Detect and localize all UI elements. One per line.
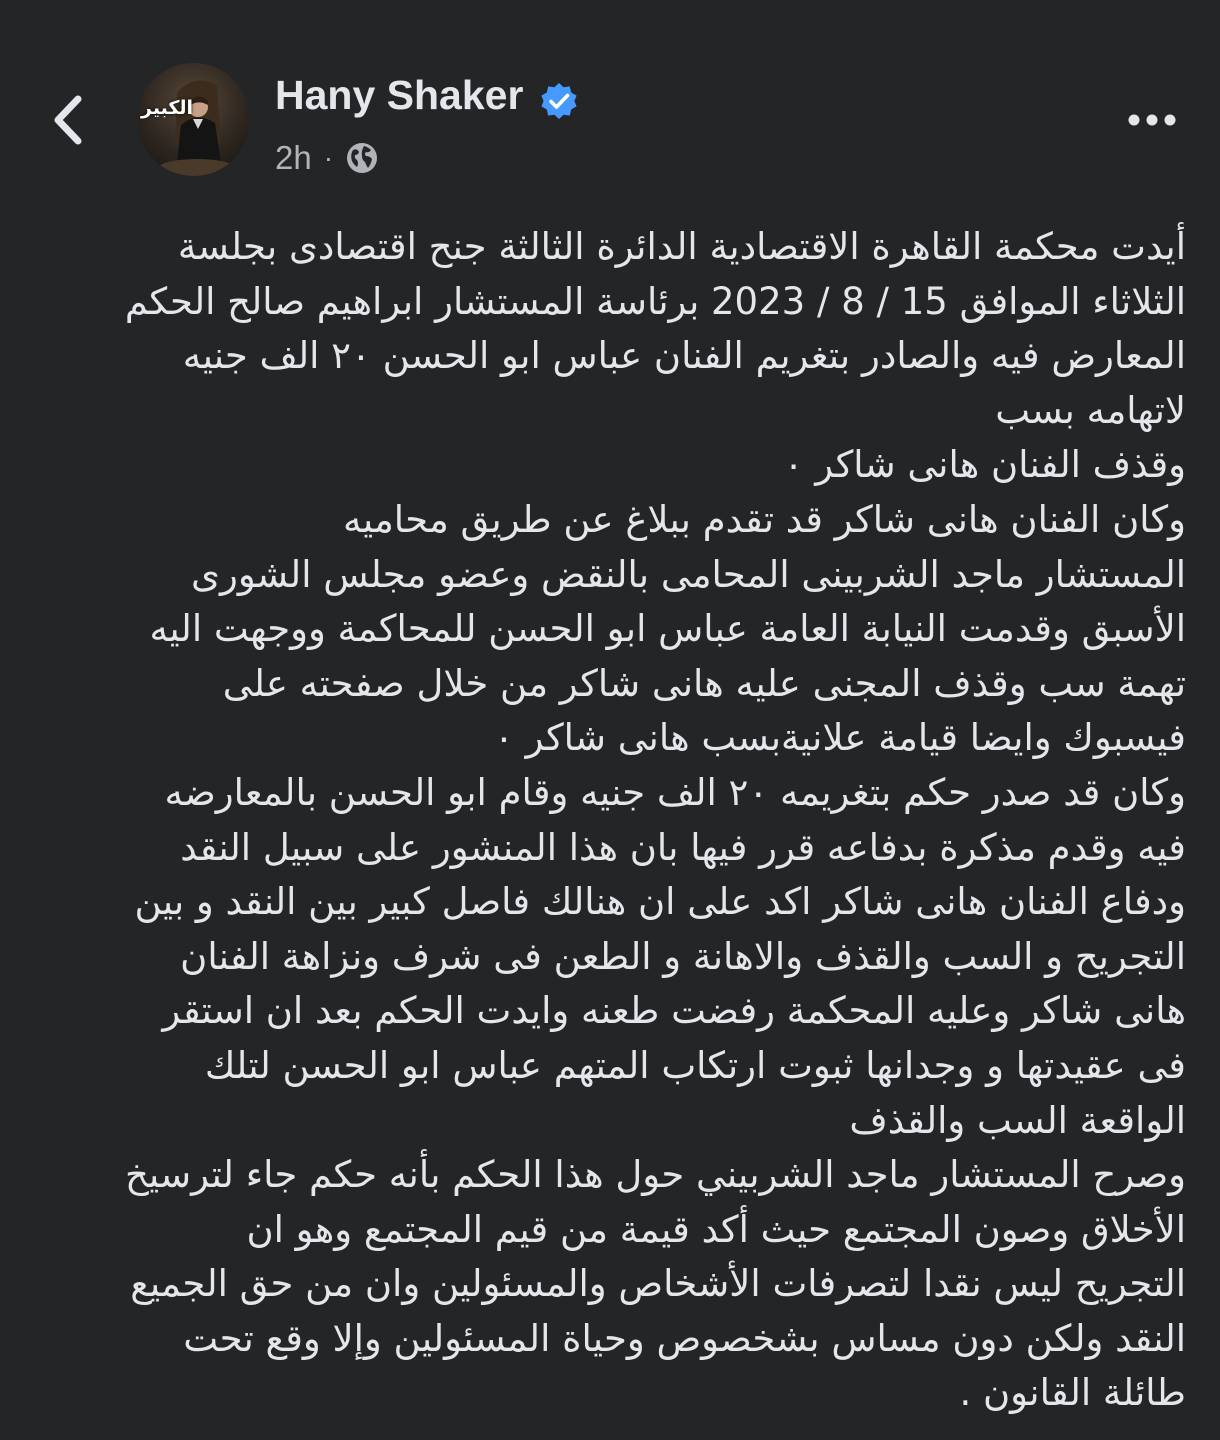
post-line: ودفاع الفنان هانى شاكر اكد على ان هنالك فاصل كبير بين النقد و بين xyxy=(134,880,1186,924)
post-line: التجريح و السب والقذف والاهانة و الطعن فى شرف ونزاهة الفنان xyxy=(180,934,1186,978)
post-line: النقد ولكن دون مساس بشخصوص وحياة المسئولين وإلا وقع تحت xyxy=(183,1316,1186,1360)
post-line: وكان الفنان هانى شاكر قد تقدم ببلاغ عن طريق محاميه xyxy=(342,497,1186,541)
back-button[interactable] xyxy=(40,90,96,150)
post-line: تهمة سب وقذف المجنى عليه هانى شاكر من خلال صفحته على xyxy=(222,661,1186,705)
post-line: الواقعة السب والقذف xyxy=(849,1098,1186,1142)
post-line: وقذف الفنان هانى شاكر ٠ xyxy=(783,443,1186,487)
post-line: الثلاثاء الموافق 15 / 8 / 2023 برئاسة المستشار ابراهيم صالح الحكم xyxy=(124,279,1186,323)
post-line: فيه وقدم مذكرة بدفاعه قرر فيها بان هذا المنشور على سبيل النقد xyxy=(180,825,1186,869)
meta-separator: · xyxy=(323,142,334,173)
post-line: لاتهامه بسب xyxy=(995,388,1186,432)
post-line: أيدت محكمة القاهرة الاقتصادية الدائرة الثالثة جنح اقتصادى بجلسة xyxy=(177,225,1186,268)
avatar-text: الكبير xyxy=(141,97,194,119)
chevron-left-icon xyxy=(51,94,85,146)
more-dots-icon xyxy=(1127,113,1177,127)
post-body xyxy=(36,220,1186,1421)
post-line: فيسبوك وايضا قيامة علانيةبسب هانى شاكر ٠ xyxy=(494,716,1186,760)
post-line: التجريح ليس نقدا لتصرفات الأشخاص والمسئولين وان من حق الجميع xyxy=(130,1262,1186,1306)
timestamp[interactable]: 2h xyxy=(275,139,312,176)
globe-icon[interactable] xyxy=(345,141,379,175)
avatar[interactable] xyxy=(137,63,250,176)
post-line: المعارض فيه والصادر بتغريم الفنان عباس ابو الحسن ٢٠ الف جنيه xyxy=(182,334,1186,378)
post-line: هانى شاكر وعليه المحكمة رفضت طعنه وايدت الحكم بعد ان استقر xyxy=(162,989,1186,1033)
post-line: وكان قد صدر حكم بتغريمه ٢٠ الف جنيه وقام ابو الحسن بالمعارضه xyxy=(164,770,1186,814)
post-line: طائلة القانون . xyxy=(959,1371,1186,1415)
avatar-image xyxy=(137,63,250,176)
author-name[interactable]: Hany Shaker xyxy=(275,72,524,118)
post-line: الأخلاق وصون المجتمع حيث أكد قيمة من قيم المجتمع وهو ان xyxy=(246,1207,1186,1251)
post-line: المستشار ماجد الشربينى المحامى بالنقض وعضو مجلس الشورى xyxy=(190,552,1186,596)
post-line: وصرح المستشار ماجد الشربيني حول هذا الحكم بأنه حكم جاء لترسيخ xyxy=(125,1153,1186,1197)
post-line: فى عقيدتها و وجدانها ثبوت ارتكاب المتهم عباس ابو الحسن لتلك xyxy=(204,1043,1186,1087)
more-options-button[interactable] xyxy=(1120,100,1184,140)
verified-badge-icon xyxy=(540,82,578,120)
post-line: الأسبق وقدمت النيابة العامة عباس ابو الحسن للمحاكمة ووجهت اليه xyxy=(149,607,1186,651)
post-meta xyxy=(275,136,379,180)
